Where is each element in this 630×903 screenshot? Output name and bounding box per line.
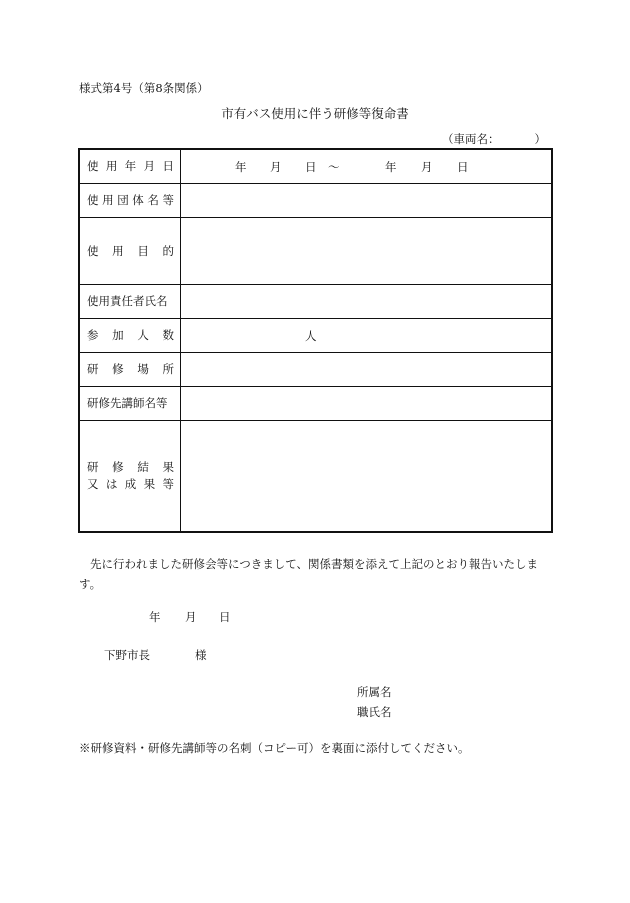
period-year-1: 年 <box>235 160 247 175</box>
value-lecturer[interactable] <box>181 386 553 420</box>
report-form-table <box>78 148 553 533</box>
value-participants[interactable] <box>181 318 553 352</box>
attachment-note: ※研修資料・研修先講師等の名刺（コピー可）を裏面に添付してください。 <box>79 741 470 755</box>
period-year-2: 年 <box>385 160 397 175</box>
date-month: 月 <box>185 610 197 624</box>
period-month-1: 月 <box>270 160 282 175</box>
row-lecturer <box>79 386 552 420</box>
affiliation-label: 所属名 <box>357 685 392 699</box>
label-venue: 研 修 場 所 <box>79 352 181 386</box>
period-month-2: 月 <box>421 160 433 175</box>
addressee: 下野市長 <box>104 648 150 662</box>
label-group-name: 使 用 団 体 名 等 <box>79 183 181 217</box>
participants-unit: 人 <box>305 329 317 343</box>
vehicle-name-field[interactable] <box>442 131 552 147</box>
value-results[interactable] <box>181 420 553 532</box>
officer-name-label: 職氏名 <box>357 705 392 719</box>
period-day-2: 日 <box>457 160 469 175</box>
label-lecturer: 研修先講師名等 <box>79 386 181 420</box>
document-title: 市有バス使用に伴う研修等復命書 <box>221 106 409 121</box>
label-purpose: 使 用 目 的 <box>79 217 181 284</box>
row-purpose <box>79 217 552 284</box>
row-participants <box>79 318 552 352</box>
report-statement: 先に行われました研修会等につきまして、関係書類を添えて上記のとおり報告いたします。 <box>79 557 539 591</box>
row-group-name <box>79 183 552 217</box>
period-tilde: 〜 <box>328 160 340 175</box>
date-year: 年 <box>149 610 161 624</box>
label-usage-period: 使 用 年 月 日 <box>79 149 181 183</box>
row-usage-period <box>79 149 552 183</box>
form-number: 様式第4号（第8条関係） <box>79 81 209 95</box>
label-responsible-person: 使用責任者氏名 <box>79 284 181 318</box>
row-venue <box>79 352 552 386</box>
value-venue[interactable] <box>181 352 553 386</box>
label-participants: 参 加 人 数 <box>79 318 181 352</box>
value-usage-period[interactable] <box>181 149 553 183</box>
honorific: 様 <box>195 648 207 662</box>
label-results: 研 修 結 果 又 は 成 果 等 <box>79 420 181 532</box>
vehicle-name-label: （車両名： <box>442 132 500 146</box>
value-purpose[interactable] <box>181 217 553 284</box>
value-group-name[interactable] <box>181 183 553 217</box>
row-responsible-person <box>79 284 552 318</box>
vehicle-name-close: ） <box>534 132 546 146</box>
period-day-1: 日 <box>305 160 317 175</box>
value-responsible-person[interactable] <box>181 284 553 318</box>
date-day: 日 <box>219 610 231 624</box>
row-results <box>79 420 552 532</box>
